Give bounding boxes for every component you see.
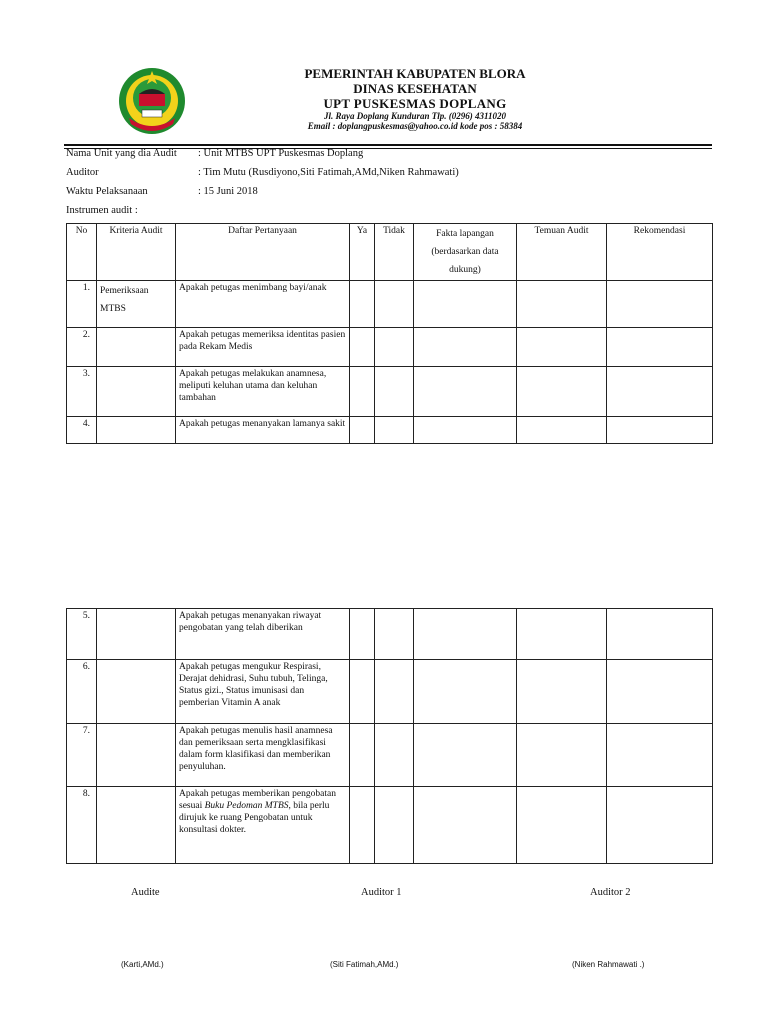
cell-ya bbox=[350, 281, 375, 328]
row-question: Apakah petugas menanyakan riwayat pengobatan yang telah diberikan bbox=[176, 609, 350, 660]
row-no: 1. bbox=[67, 281, 97, 328]
table-row bbox=[67, 328, 713, 367]
cell-fakta bbox=[414, 609, 517, 660]
row-question: Apakah petugas memeriksa identitas pasien pada Rekam Medis bbox=[176, 328, 350, 367]
table-row bbox=[67, 417, 713, 444]
row-question bbox=[176, 787, 350, 864]
cell-temuan bbox=[517, 609, 607, 660]
blora-logo bbox=[117, 66, 187, 136]
cell-tidak bbox=[375, 787, 414, 864]
sig-auditor2-label: Auditor 2 bbox=[590, 887, 631, 898]
table-row bbox=[67, 787, 713, 864]
row-no: 5. bbox=[67, 609, 97, 660]
cell-tidak bbox=[375, 660, 414, 724]
row-kriteria: Pemeriksaan MTBS bbox=[97, 281, 176, 328]
cell-rekomendasi bbox=[607, 724, 713, 787]
sig-audite-name: (Karti,AMd.) bbox=[121, 960, 164, 969]
question-emphasis: Buku Pedoman MTBS bbox=[204, 801, 289, 811]
row-no: 4. bbox=[67, 417, 97, 444]
cell-fakta bbox=[414, 787, 517, 864]
row-question: Apakah petugas menimbang bayi/anak bbox=[176, 281, 350, 328]
row-no: 7. bbox=[67, 724, 97, 787]
cell-temuan bbox=[517, 787, 607, 864]
sig-auditor1-name: (Siti Fatimah,AMd.) bbox=[330, 960, 399, 969]
cell-fakta bbox=[414, 367, 517, 417]
audit-table-part-2 bbox=[66, 608, 713, 864]
cell-rekomendasi bbox=[607, 660, 713, 724]
cell-temuan bbox=[517, 281, 607, 328]
row-question: Apakah petugas melakukan anamnesa, meliputi keluhan utama dan keluhan tambahan bbox=[176, 367, 350, 417]
cell-tidak bbox=[375, 417, 414, 444]
row-kriteria bbox=[97, 609, 176, 660]
cell-fakta bbox=[414, 660, 517, 724]
question-text: Apakah petugas memberikan pengobatan sesuai bbox=[179, 789, 336, 811]
row-question: Apakah petugas menanyakan lamanya sakit bbox=[176, 417, 350, 444]
cell-rekomendasi bbox=[607, 281, 713, 328]
cell-ya bbox=[350, 787, 375, 864]
cell-ya bbox=[350, 367, 375, 417]
cell-ya bbox=[350, 660, 375, 724]
unit-label: Nama Unit yang dia Audit bbox=[66, 148, 177, 159]
cell-temuan bbox=[517, 328, 607, 367]
cell-tidak bbox=[375, 328, 414, 367]
cell-rekomendasi bbox=[607, 328, 713, 367]
header-rekomendasi: Rekomendasi bbox=[607, 224, 713, 281]
table-row bbox=[67, 724, 713, 787]
table-row bbox=[67, 660, 713, 724]
table-row bbox=[67, 281, 713, 328]
instrumen-label: Instrumen audit : bbox=[66, 205, 138, 216]
cell-tidak bbox=[375, 724, 414, 787]
cell-fakta bbox=[414, 328, 517, 367]
row-kriteria bbox=[97, 417, 176, 444]
row-no: 8. bbox=[67, 787, 97, 864]
header-tidak: Tidak bbox=[375, 224, 414, 281]
header-fakta: Fakta lapangan (berdasarkan data dukung) bbox=[414, 224, 517, 281]
cell-tidak bbox=[375, 281, 414, 328]
cell-fakta bbox=[414, 724, 517, 787]
org-line-3: UPT PUSKESMAS DOPLANG bbox=[323, 96, 507, 111]
table-row bbox=[67, 609, 713, 660]
row-kriteria bbox=[97, 328, 176, 367]
header-no: No bbox=[67, 224, 97, 281]
row-question: Apakah petugas menulis hasil anamnesa dan pemeriksaan serta mengklasifikasi dalam form klasifikasi dan memberikan penyuluhan. bbox=[176, 724, 350, 787]
table-row bbox=[67, 367, 713, 417]
table-header-row bbox=[67, 224, 713, 281]
row-kriteria bbox=[97, 367, 176, 417]
sig-auditor1-label: Auditor 1 bbox=[361, 887, 402, 898]
auditor-value: : Tim Mutu (Rusdiyono,Siti Fatimah,AMd,Niken Rahmawati) bbox=[198, 167, 459, 178]
row-kriteria bbox=[97, 660, 176, 724]
question-text-end: , bila perlu dirujuk ke ruang Pengobatan untuk konsultasi dokter. bbox=[179, 801, 330, 835]
cell-ya bbox=[350, 328, 375, 367]
org-email: Email : doplangpuskesmas@yahoo.co.id kode pos : 58384 bbox=[307, 121, 523, 131]
row-no: 3. bbox=[67, 367, 97, 417]
cell-temuan bbox=[517, 660, 607, 724]
cell-rekomendasi bbox=[607, 417, 713, 444]
row-no: 2. bbox=[67, 328, 97, 367]
header-ya: Ya bbox=[350, 224, 375, 281]
auditor-label: Auditor bbox=[66, 167, 99, 178]
cell-tidak bbox=[375, 367, 414, 417]
cell-fakta bbox=[414, 417, 517, 444]
sig-audite-label: Audite bbox=[131, 887, 160, 898]
waktu-label: Waktu Pelaksanaan bbox=[66, 186, 148, 197]
header-daftar: Daftar Pertanyaan bbox=[176, 224, 350, 281]
org-address: Jl. Raya Doplang Kunduran Tlp. (0296) 4311020 bbox=[323, 111, 507, 121]
cell-tidak bbox=[375, 609, 414, 660]
row-question: Apakah petugas mengukur Respirasi, Derajat dehidrasi, Suhu tubuh, Telinga, Status gizi., Status imunisasi dan pemberian Vitamin A anak bbox=[176, 660, 350, 724]
sig-auditor2-name: (Niken Rahmawati .) bbox=[572, 960, 645, 969]
cell-ya bbox=[350, 417, 375, 444]
row-kriteria bbox=[97, 724, 176, 787]
org-line-1: PEMERINTAH KABUPATEN BLORA bbox=[304, 66, 526, 81]
cell-rekomendasi bbox=[607, 787, 713, 864]
row-no: 6. bbox=[67, 660, 97, 724]
cell-temuan bbox=[517, 724, 607, 787]
row-kriteria bbox=[97, 787, 176, 864]
header-temuan: Temuan Audit bbox=[517, 224, 607, 281]
header-kriteria: Kriteria Audit bbox=[97, 224, 176, 281]
unit-value: : Unit MTBS UPT Puskesmas Doplang bbox=[198, 148, 364, 159]
cell-temuan bbox=[517, 417, 607, 444]
cell-rekomendasi bbox=[607, 609, 713, 660]
cell-fakta bbox=[414, 281, 517, 328]
cell-rekomendasi bbox=[607, 367, 713, 417]
org-line-2: DINAS KESEHATAN bbox=[353, 81, 477, 96]
cell-ya bbox=[350, 609, 375, 660]
waktu-value: : 15 Juni 2018 bbox=[198, 186, 258, 197]
cell-temuan bbox=[517, 367, 607, 417]
audit-table-part-1 bbox=[66, 223, 713, 444]
cell-ya bbox=[350, 724, 375, 787]
header-divider bbox=[64, 144, 712, 146]
